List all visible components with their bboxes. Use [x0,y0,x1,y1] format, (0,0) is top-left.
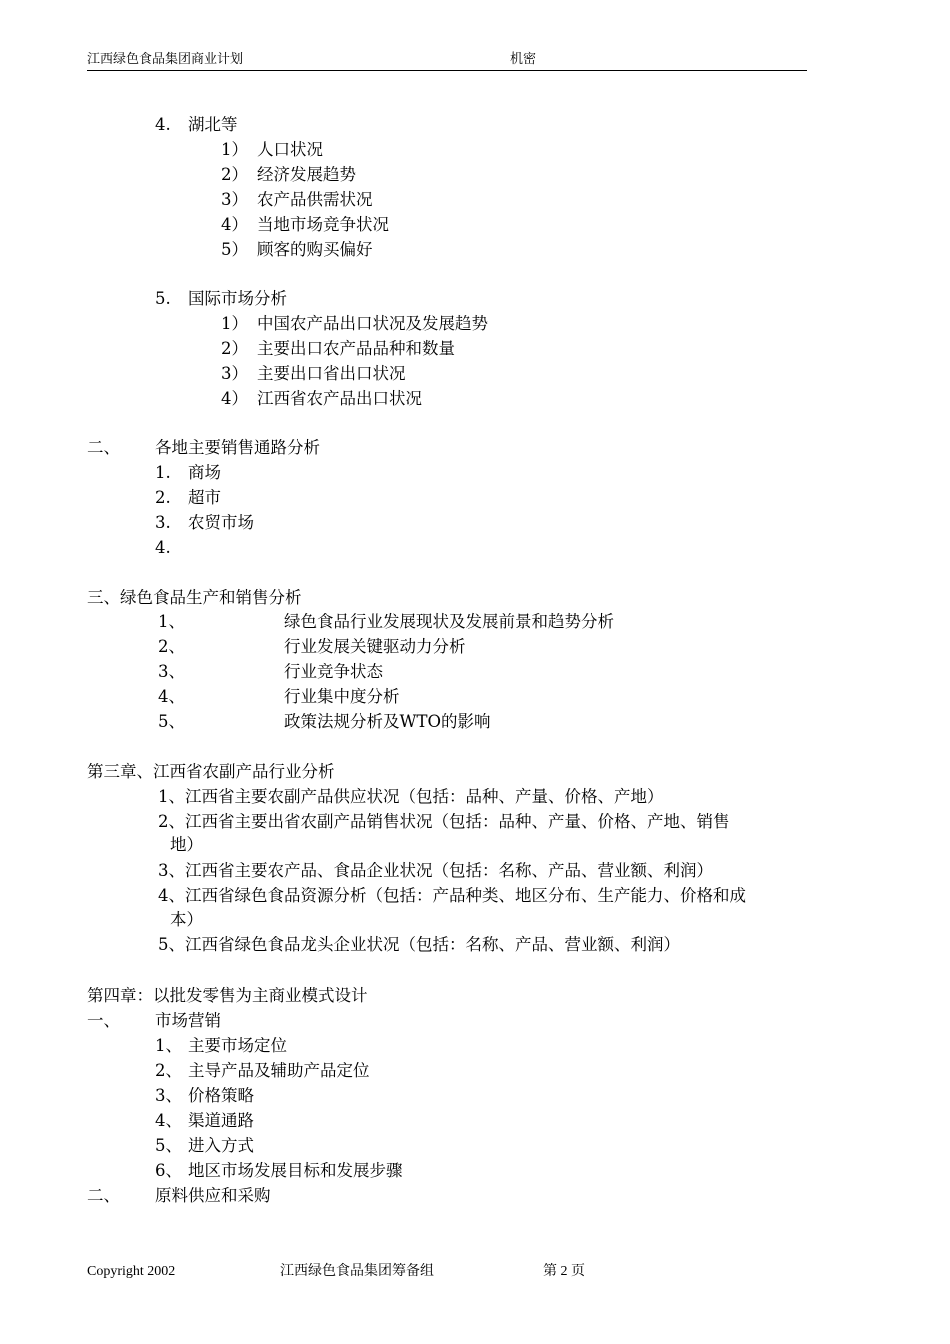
part-2-number: 二、 [87,438,120,457]
chapter-3-line: 2、江西省主要出省农副产品销售状况（包括：品种、产量、价格、产地、销售 [158,812,730,831]
list-item: 绿色食品行业发展现状及发展前景和趋势分析 [284,612,614,631]
header-title: 江西绿色食品集团商业计划 [87,52,244,67]
list-item: 商场 [188,463,221,482]
chapter-4-sub1-number: 一、 [87,1011,120,1030]
list-item-number: 3） [221,190,248,209]
list-item: 顾客的购买偏好 [257,240,373,259]
chapter-3-line-continued: 本） [170,910,203,929]
list-item: 超市 [188,488,221,507]
list-item-number: 2） [221,339,248,358]
list-item-number: 1、 [155,1036,182,1055]
chapter-3-line: 5、江西省绿色食品龙头企业状况（包括：名称、产品、营业额、利润） [158,935,680,954]
footer-org: 江西绿色食品集团筹备组 [280,1264,434,1279]
list-item-number: 5、 [158,712,185,731]
list-item-number: 1. [155,463,171,482]
list-item: 中国农产品出口状况及发展趋势 [257,314,488,333]
list-item: 行业发展关键驱动力分析 [284,637,466,656]
list-item: 人口状况 [257,140,323,159]
chapter-4-title: 第四章：以批发零售为主商业模式设计 [87,986,368,1005]
list-item-number: 5、 [155,1136,182,1155]
chapter-4-sub2-number: 二、 [87,1186,120,1205]
list-item: 江西省农产品出口状况 [257,389,422,408]
list-item-number: 2、 [155,1061,182,1080]
list-item-number: 2） [221,165,248,184]
list-item-number: 2、 [158,637,185,656]
list-item-number: 4） [221,389,248,408]
list-item: 农贸市场 [188,513,254,532]
header-rule [87,70,807,71]
section-4-number: 4. [155,115,171,134]
list-item: 进入方式 [188,1136,254,1155]
list-item: 主要出口省出口状况 [257,364,406,383]
section-5-title: 国际市场分析 [188,289,287,308]
chapter-3-line-continued: 地） [170,835,203,854]
list-item: 政策法规分析及WTO的影响 [284,712,491,731]
part-2-title: 各地主要销售通路分析 [155,438,320,457]
list-item-number: 3） [221,364,248,383]
footer-page-number: 第 2 页 [543,1264,585,1279]
list-item-number: 5） [221,240,248,259]
list-item: 行业集中度分析 [284,687,400,706]
list-item: 地区市场发展目标和发展步骤 [188,1161,403,1180]
list-item: 行业竞争状态 [284,662,383,681]
chapter-3-line: 1、江西省主要农副产品供应状况（包括：品种、产量、价格、产地） [158,787,664,806]
header-confidential: 机密 [510,52,537,67]
list-item-number: 2. [155,488,171,507]
list-item-number: 1） [221,140,248,159]
list-item-number: 3、 [155,1086,182,1105]
list-item: 当地市场竞争状况 [257,215,389,234]
list-item-number: 4） [221,215,248,234]
list-item-number: 1、 [158,612,185,631]
list-item: 主要出口农产品品种和数量 [257,339,455,358]
list-item: 经济发展趋势 [257,165,356,184]
list-item-number: 3. [155,513,171,532]
list-item-number: 4. [155,538,171,557]
list-item: 价格策略 [188,1086,254,1105]
chapter-4-sub2-title: 原料供应和采购 [155,1186,271,1205]
section-4-title: 湖北等 [188,115,238,134]
list-item: 农产品供需状况 [257,190,373,209]
list-item-number: 4、 [155,1111,182,1130]
list-item-number: 4、 [158,687,185,706]
chapter-3-line: 4、江西省绿色食品资源分析（包括：产品种类、地区分布、生产能力、价格和成 [158,886,746,905]
list-item: 主导产品及辅助产品定位 [188,1061,370,1080]
chapter-3-title: 第三章、江西省农副产品行业分析 [87,762,335,781]
chapter-3-line: 3、江西省主要农产品、食品企业状况（包括：名称、产品、营业额、利润） [158,861,713,880]
part-3-title: 三、绿色食品生产和销售分析 [87,588,302,607]
footer-copyright: Copyright 2002 [87,1264,176,1279]
chapter-4-sub1-title: 市场营销 [155,1011,221,1030]
list-item-number: 3、 [158,662,185,681]
list-item: 主要市场定位 [188,1036,287,1055]
section-5-number: 5. [155,289,171,308]
list-item-number: 6、 [155,1161,182,1180]
list-item-number: 1） [221,314,248,333]
list-item: 渠道通路 [188,1111,254,1130]
